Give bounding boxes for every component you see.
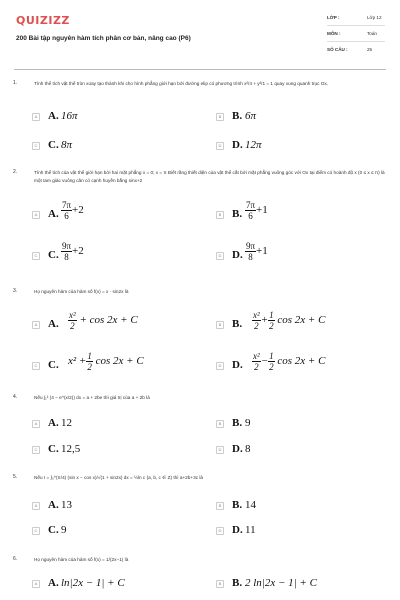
question-text: Họ nguyên hàm của hàm số f(x) = 1/(2x−1) là <box>34 557 129 562</box>
fraction-denominator: 2 <box>254 321 259 331</box>
option-badge: D <box>216 527 224 535</box>
option-label: D. <box>232 249 243 261</box>
fraction-denominator: 2 <box>269 321 274 331</box>
option-label: B. <box>232 417 243 429</box>
question-text: Tính thể tích của vật thể giới hạn bởi hai mặt phẳng x = 0; x = π Biết rằng thiết diện của vật thể cắt bởi mặt phẳng vuông góc với Ox tại điểm có hoành độ x (0 ≤ x ≤ π) là một tam giác vuông cân có cạnh huyền bằng sinx+2 <box>34 170 385 183</box>
meta-subject-value: Toán <box>367 31 377 36</box>
option-value: 12π <box>245 139 262 151</box>
option-badge: D <box>216 252 224 260</box>
option-value: 13 <box>61 499 72 511</box>
document-title: 200 Bài tập nguyên hàm tích phân cơ bản, nâng cao (P6) <box>16 35 191 42</box>
fraction-numerator: x² <box>69 310 76 320</box>
option-badge: C <box>32 446 40 454</box>
meta-count <box>327 47 372 52</box>
option-label: B. <box>232 577 243 589</box>
meta-grade-value: Lớp 12 <box>367 15 382 20</box>
option-value <box>61 200 84 221</box>
question-number: 3. <box>13 288 18 294</box>
option-value: ln|2x − 1| + C <box>61 577 125 589</box>
option-badge: D <box>216 142 224 150</box>
question-text: Nếu I = ∫₀^(π/4) (sin x − cos x)/√(1 + sin2x) dx = ½ln c (a, b, c ∈ Z) thì a+2b+3c là <box>34 475 204 480</box>
meta-subject-key: MÔN : <box>327 31 341 36</box>
meta-count-key: SỐ CÂU : <box>327 47 348 52</box>
option-badge: A <box>32 113 40 121</box>
fraction-numerator: 9π <box>246 241 256 251</box>
meta-divider <box>327 25 385 26</box>
option-prefix: x² + <box>68 355 87 368</box>
option-label: C. <box>48 443 59 455</box>
option-label: A. <box>48 499 59 511</box>
option-badge: C <box>32 252 40 260</box>
option-rest: +1 <box>256 245 268 258</box>
option-badge: A <box>32 211 40 219</box>
option-badge: B <box>216 502 224 510</box>
option-badge: B <box>216 580 224 588</box>
fraction-numerator: 7π <box>246 200 256 210</box>
option-badge: B <box>216 321 224 329</box>
option-badge: A <box>32 502 40 510</box>
option-value <box>68 310 138 331</box>
fraction-denominator: 8 <box>64 252 69 262</box>
option-badge: A <box>32 580 40 588</box>
option-label: B. <box>232 499 243 511</box>
operator: + <box>260 314 269 327</box>
fraction-numerator: 9π <box>62 241 72 251</box>
option-label: C. <box>48 249 59 261</box>
option-label: A. <box>48 577 59 589</box>
fraction-denominator: 2 <box>87 362 92 372</box>
option-value: 16π <box>61 110 78 122</box>
question-number: 4. <box>13 394 18 400</box>
option-label: B. <box>232 318 243 330</box>
question-number: 2. <box>13 169 18 175</box>
question-text: Nếu ∫₁² (4 − e^(x/2)) dx = a + 2be thì giá trị của a + 2b là <box>34 395 150 400</box>
operator: − <box>260 355 269 368</box>
option-badge: B <box>216 211 224 219</box>
fraction-denominator: 2 <box>70 321 75 331</box>
meta-subject <box>327 31 377 36</box>
fraction-numerator: 7π <box>62 200 72 210</box>
option-badge: C <box>32 527 40 535</box>
option-badge: B <box>216 113 224 121</box>
option-label: C. <box>48 524 59 536</box>
option-badge: C <box>32 362 40 370</box>
option-rest: cos 2x + C <box>277 314 326 327</box>
fraction-denominator: 6 <box>248 211 253 221</box>
option-label: C. <box>48 359 59 371</box>
option-value: 12 <box>61 417 72 429</box>
fraction-numerator: 1 <box>269 351 274 361</box>
option-value: 12,5 <box>61 443 81 455</box>
fraction-numerator: 1 <box>269 310 274 320</box>
option-badge: A <box>32 420 40 428</box>
question-number: 1. <box>13 80 18 86</box>
option-label: A. <box>48 208 59 220</box>
option-label: A. <box>48 318 59 330</box>
option-value: 11 <box>245 524 256 536</box>
option-rest: +2 <box>72 245 84 258</box>
option-rest: + cos 2x + C <box>79 314 138 327</box>
document-header <box>0 0 400 62</box>
option-label: B. <box>232 110 243 122</box>
option-label: D. <box>232 524 243 536</box>
option-rest: +2 <box>72 204 84 217</box>
option-badge: B <box>216 420 224 428</box>
option-label: C. <box>48 139 59 151</box>
meta-count-value: 25 <box>367 47 373 52</box>
option-label: D. <box>232 139 243 151</box>
option-label: B. <box>232 208 243 220</box>
option-label: A. <box>48 417 59 429</box>
fraction-denominator: 2 <box>254 362 259 372</box>
option-value <box>252 351 325 372</box>
option-rest: cos 2x + C <box>95 355 144 368</box>
question-number: 6. <box>13 556 18 562</box>
option-value <box>68 351 144 372</box>
fraction-numerator: x² <box>253 310 260 320</box>
fraction-numerator: x² <box>253 351 260 361</box>
option-value: 6π <box>245 110 257 122</box>
fraction-denominator: 2 <box>269 362 274 372</box>
option-badge: A <box>32 321 40 329</box>
option-badge: D <box>216 362 224 370</box>
option-rest: +1 <box>256 204 268 217</box>
option-value: 8π <box>61 139 73 151</box>
option-value <box>252 310 325 331</box>
option-label: A. <box>48 110 59 122</box>
option-value: 8 <box>245 443 251 455</box>
header-divider <box>14 69 386 70</box>
fraction-numerator: 1 <box>87 351 92 361</box>
question-text: Tính thể tích vật thể tròn xoay tạo thành khi cho hình phẳng giới hạn bởi đường elip có phương trình x²/4 + y²/1 = 1 quay xung quanh trục Ox. <box>34 81 329 86</box>
meta-grade-key: LỚP : <box>327 15 340 20</box>
option-label: D. <box>232 443 243 455</box>
meta-grade <box>327 15 382 20</box>
option-value <box>61 241 84 262</box>
option-badge: D <box>216 446 224 454</box>
option-value <box>245 241 268 262</box>
option-value: 9 <box>245 417 251 429</box>
quizizz-logo: QUIZIZZ <box>16 14 70 27</box>
question-text: Họ nguyên hàm của hàm số f(x) = x · sin2x là <box>34 289 129 294</box>
fraction-denominator: 8 <box>248 252 253 262</box>
option-value: 2 ln|2x − 1| + C <box>245 577 317 589</box>
option-value: 14 <box>245 499 256 511</box>
meta-divider <box>327 41 385 42</box>
question-number: 5. <box>13 474 18 480</box>
option-value: 9 <box>61 524 67 536</box>
option-badge: C <box>32 142 40 150</box>
option-value <box>245 200 268 221</box>
fraction-denominator: 6 <box>64 211 69 221</box>
option-label: D. <box>232 359 243 371</box>
option-rest: cos 2x + C <box>277 355 326 368</box>
